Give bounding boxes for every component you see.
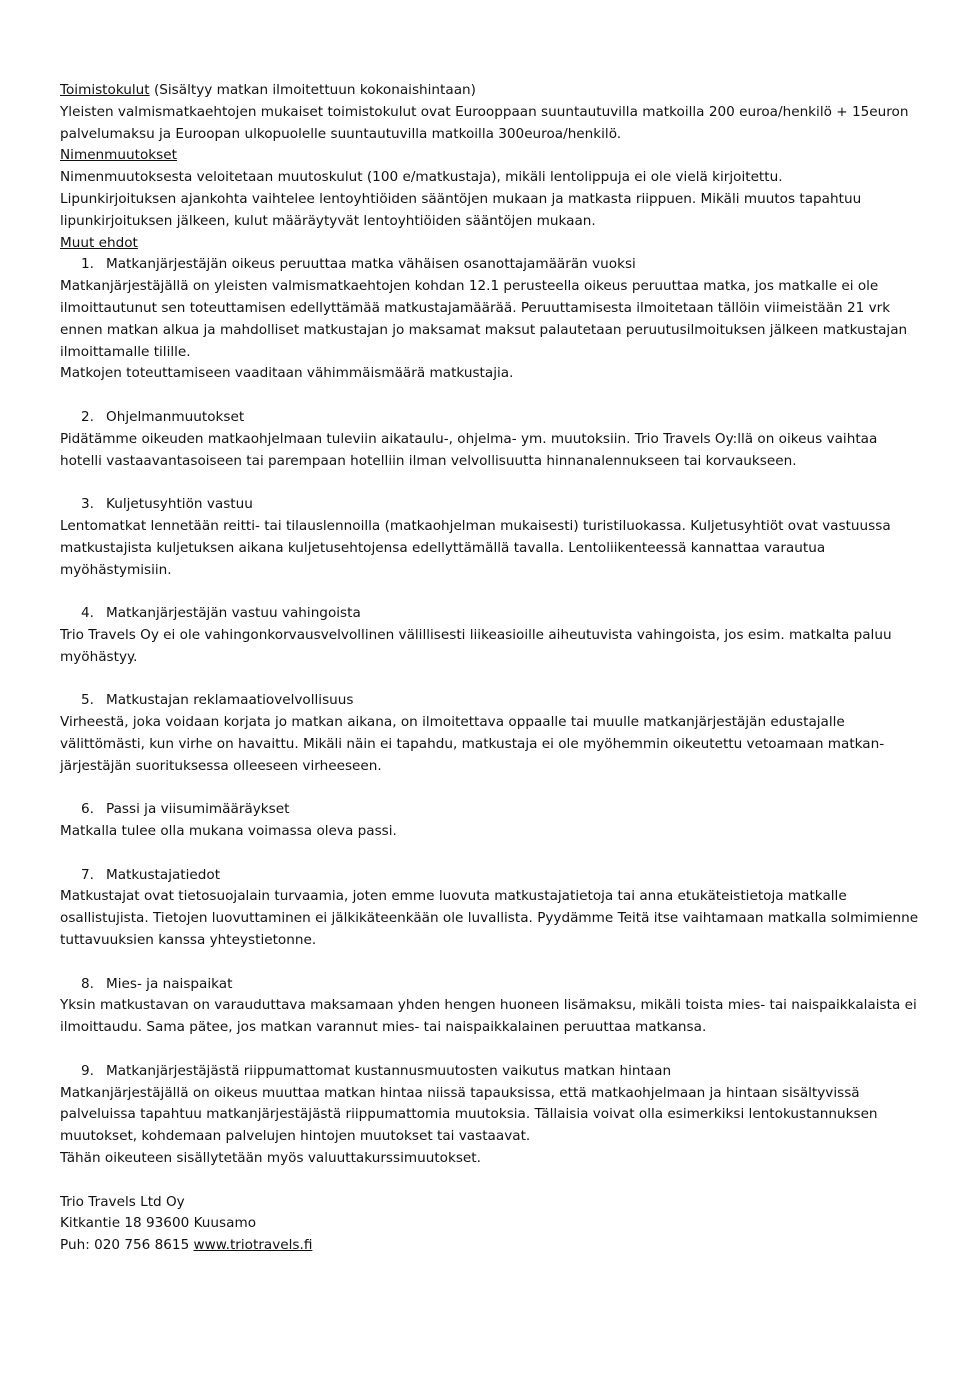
company-address: Kitkantie 18 93600 Kuusamo <box>60 1215 257 1232</box>
section-8 <box>60 974 920 1039</box>
section-title <box>60 865 920 887</box>
other-terms-heading: Muut ehdot <box>60 234 138 251</box>
section-title-text: Ohjelmanmuutokset <box>106 408 245 425</box>
ticketing-timing: Lipunkirjoituksen ajankohta vaihtelee lentoyhtiöiden sääntöjen mukaan ja matkasta riippuen. <box>60 190 697 207</box>
section-5 <box>60 690 920 777</box>
section-number: 9. <box>81 1062 94 1079</box>
section-number: 1. <box>81 256 94 273</box>
section-title-text: Matkanjärjestäjän vastuu vahingoista <box>106 605 361 622</box>
section-text: Matkustajat ovat tietosuojalain turvaamia, joten emme luovuta matkustajatietoja tai anna etukäteistietoja matkalle osallistujista. Tietojen luovuttaminen ei jälkikäteenkään ole luvallista. Pyydämme Teitä itse vaihtamaan matkalla solmimienne tuttavuuksien kanssa yhteystietonne. <box>60 888 919 949</box>
section-9 <box>60 1061 920 1170</box>
section-title <box>60 254 920 276</box>
section-title-text: Matkustajan reklamaatiovelvollisuus <box>106 692 354 709</box>
section-title <box>60 603 920 625</box>
section-text: Lentomatkat lennetään reitti- tai tilauslennoilla (matkaohjelman mukaisesti) turistiluokassa. Kuljetusyhtiöt ovat vastuussa matkustajista kuljetuksen aikana kuljetusehtojensa edellyttämällä tavalla. Lentoliikenteessä kannattaa varautua myöhästymisiin. <box>60 517 891 578</box>
section-3 <box>60 494 920 581</box>
section-4 <box>60 603 920 668</box>
section-number: 8. <box>81 975 94 992</box>
company-footer <box>60 1192 920 1257</box>
other-terms-heading-line <box>60 233 920 255</box>
section-text: Pidätämme oikeuden matkaohjelmaan tuleviin aikataulu-, ohjelma- ym. muutoksiin. Trio Travels Oy:llä on oikeus vaihtaa hotelli vastaavantasoiseen tai parempaan hotelliin ilman velvollisuutta hinnanalennukseen tai korvaukseen. <box>60 430 878 469</box>
section-title <box>60 407 920 429</box>
section-6 <box>60 799 920 843</box>
section-7 <box>60 865 920 952</box>
section-title-text: Mies- ja naispaikat <box>106 975 233 992</box>
section-number: 6. <box>81 801 94 818</box>
section-text: Virheestä, joka voidaan korjata jo matkan aikana, on ilmoitettava oppaalle tai muulle matkanjärjestäjän edustajalle välittömästi, kun virhe on havaittu. Mikäli näin ei tapahdu, matkustaja ei ole myöhemmin oikeutettu vetoamaan matkan-järjestäjän suorituksessa olleeseen virheeseen. <box>60 714 885 774</box>
section-number: 7. <box>81 866 94 883</box>
section-number: 4. <box>81 605 94 622</box>
office-fees-text: Yleisten valmismatkaehtojen mukaiset toimistokulut ovat Eurooppaan suuntautuvilla matkoilla 200 euroa/henkilö + 15euron palvelumaksu ja Euroopan ulkopuolelle suuntautuvilla matkoilla 300euroa/henkilö. <box>60 103 909 142</box>
document-page <box>60 80 920 1257</box>
ticketing-text <box>60 189 920 233</box>
section-number: 3. <box>81 496 94 513</box>
section-extra: Tähän oikeuteen sisällytetään myös valuuttakurssimuutokset. <box>60 1150 481 1167</box>
section-text: Matkalla tulee olla mukana voimassa oleva passi. <box>60 823 397 840</box>
company-phone: Puh: 020 756 8615 <box>60 1237 194 1254</box>
section-text: Matkanjärjestäjällä on yleisten valmismatkaehtojen kohdan 12.1 perusteella oikeus peruuttaa matka, jos matkalle ei ole ilmoittautunut sen toteuttamisen edellyttämää matkustajamäärää. Peruuttamisesta ilmoitetaan tällöin viimeistään 21 vrk ennen matkan alkua ja mahdolliset matkustajan jo maksamat maksut palautetaan peruutusilmoituksen jälkeen matkustajan ilmoittamalle tilille. <box>60 278 908 360</box>
section-1 <box>60 254 920 385</box>
section-text: Matkanjärjestäjällä on oikeus muuttaa matkan hintaa niissä tapauksissa, että matkaohjelmaan ja hintaan sisältyvissä palveluissa tapahtuu matkanjärjestäjästä riippumattomia muutoksia. Tällaisia voivat olla esimerkiksi lentokustannuksen muutokset, kohdemaan palvelujen hintojen muutokset tai vastaavat. <box>60 1084 878 1145</box>
section-title <box>60 974 920 996</box>
section-title-text: Matkanjärjestäjästä riippumattomat kustannusmuutosten vaikutus matkan hintaan <box>106 1062 672 1079</box>
office-fees-heading: Toimistokulut <box>60 82 150 98</box>
company-contact <box>60 1235 920 1257</box>
company-name: Trio Travels Ltd Oy <box>60 1193 185 1210</box>
office-fees-note: (Sisältyy matkan ilmoitettuun kokonaishintaan) <box>149 82 476 98</box>
section-number: 2. <box>81 408 94 425</box>
section-title <box>60 799 920 821</box>
section-text: Trio Travels Oy ei ole vahingonkorvausvelvollinen välillisesti liikeasioille aiheutuvista vahingoista, jos esim. matkalta paluu myöhästyy. <box>60 626 892 665</box>
section-number: 5. <box>81 692 94 709</box>
section-title-text: Matkanjärjestäjän oikeus peruuttaa matka vähäisen osanottajamäärän vuoksi <box>106 256 636 273</box>
section-title-text: Passi ja viisumimääräykset <box>106 801 290 818</box>
office-fees-heading-line <box>60 80 920 102</box>
name-changes-text: Nimenmuutoksesta veloitetaan muutoskulut (100 e/matkustaja), mikäli lentolippuja ei ole vielä kirjoitettu. <box>60 169 783 186</box>
section-title-text: Kuljetusyhtiön vastuu <box>106 496 253 513</box>
name-changes-heading-line <box>60 145 920 167</box>
section-title <box>60 690 920 712</box>
ticketing-after: Mikäli muutos tapahtuu lipunkirjoituksen jälkeen, kulut määräytyvät lentoyhtiöiden sääntöjen mukaan. <box>60 190 862 229</box>
website-link[interactable]: www.triotravels.fi <box>193 1237 313 1254</box>
section-title-text: Matkustajatiedot <box>106 866 221 883</box>
name-changes-heading: Nimenmuutokset <box>60 147 177 164</box>
section-title <box>60 1061 920 1083</box>
section-title <box>60 494 920 516</box>
section-2 <box>60 407 920 472</box>
section-extra: Matkojen toteuttamiseen vaaditaan vähimmäismäärä matkustajia. <box>60 365 514 382</box>
section-text: Yksin matkustavan on varauduttava maksamaan yhden hengen huoneen lisämaksu, mikäli toista mies- tai naispaikkalaista ei ilmoittaudu. Sama pätee, jos matkan varannut mies- tai naispaikkalainen peruuttaa matkansa. <box>60 997 917 1036</box>
